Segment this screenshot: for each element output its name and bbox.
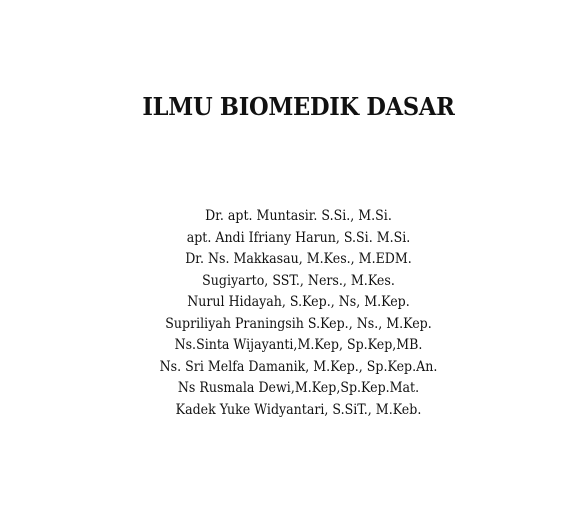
author-name: Dr. Ns. Makkasau, M.Kes., M.EDM. [185,251,412,267]
author-list [0,206,581,421]
author-name: Ns Rusmala Dewi,M.Kep,Sp.Kep.Mat. [177,380,420,396]
author-name: Ns. Sri Melfa Damanik, M.Kep., Sp.Kep.An. [159,358,438,375]
author-name: Kadek Yuke Widyantari, S.SiT., M.Keb. [175,401,422,418]
author-name: Ns.Sinta Wijayanti,M.Kep, Sp.Kep,MB. [174,337,423,353]
author-name: Nurul Hidayah, S.Kep., Ns, M.Kep. [187,294,410,310]
author-name: Sugiyarto, SST., Ners., M.Kes. [202,272,395,289]
author-name: Supriliyah Praningsih S.Kep., Ns., M.Kep. [165,315,432,332]
author-name: Dr. apt. Muntasir. S.Si., M.Si. [205,208,392,224]
author-name: apt. Andi Ifriany Harun, S.Si. M.Si. [186,229,411,246]
document-title: ILMU BIOMEDIK DASAR [142,92,455,121]
